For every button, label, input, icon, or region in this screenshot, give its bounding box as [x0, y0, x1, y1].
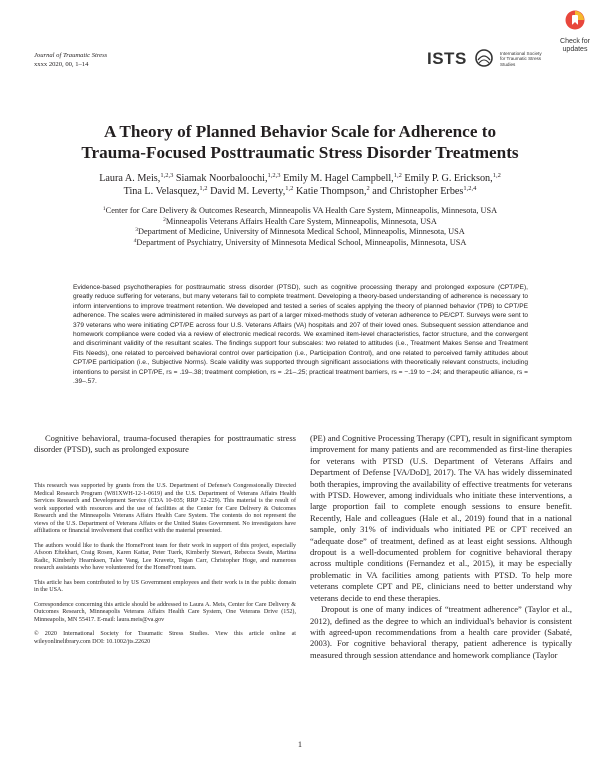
author: Katie Thompson,$^2$: [295, 185, 370, 197]
intro-paragraph: Cognitive behavioral, trauma-focused therapies for posttraumatic stress disorder (PTSD), such as prolonged exposure: [34, 433, 296, 455]
author-line-1: [0, 172, 600, 185]
affiliation: $^1$Center for Care Delivery & Outcomes Research, Minneapolis VA Health Care System, Minneapolis, Minnesota, USA: [102, 206, 498, 215]
footnote-acknowledgements: The authors would like to thank the HomeFront team for their work in support of this project, especially Afsoon Eftekhari, Craig Rosen, Karen Kattar, Peter Tuerk, Kimberly Stewart, Rebecca Swain, Martina Radic, Kimberly Hearnksen, Talee Vang, Lee Kravetz, Tegan Carr, Christopher Hoge, and numerous research assistants who have volunteered for the HomeFront team.: [34, 542, 296, 571]
affiliation: $^2$Minneapolis Veterans Affairs Health Care System, Minneapolis, Minnesota, USA: [163, 216, 437, 226]
author: Emily M. Hagel Campbell,$^{1,2}$: [283, 172, 402, 184]
footnotes: [34, 483, 296, 653]
body-right-column: [310, 433, 572, 661]
ists-logo[interactable]: [427, 46, 557, 76]
journal-header: [34, 52, 107, 69]
footnote-correspondence: Correspondence concerning this article should be addressed to Laura A. Meis, Center for Care Delivery & Outcomes Research, Minneapolis Veterans Affairs Health Care System, One Veterans Drive (152), Minneapolis, MN 55417. E-mail: laura.meis@va.gov: [34, 601, 296, 623]
footnote-public-domain: This article has been contributed to by US Government employees and their work is in the public domain in the USA.: [34, 579, 296, 593]
ists-acronym: ISTS: [427, 49, 467, 68]
author: and Christopher Erbes$^{1,2,4}$: [372, 185, 477, 197]
ists-globe-icon: [474, 48, 494, 68]
page-number: 1: [297, 740, 303, 749]
affiliation: $^3$Department of Medicine, University of Minnesota Medical School, Minneapolis, Minnesota, USA: [135, 227, 465, 236]
author: Siamak Noorbaloochi,$^{1,2,3}$: [175, 172, 281, 184]
author-line-2: [0, 185, 600, 198]
affiliation: $^4$Department of Psychiatry, University of Minnesota Medical School, Minneapolis, Minnesota, USA: [133, 237, 467, 247]
journal-name: Journal of Traumatic Stress: [34, 52, 108, 59]
affiliation-list: [0, 206, 600, 248]
check-for-updates-badge[interactable]: [553, 10, 597, 56]
author: Tina L. Velasquez,$^{1,2}$: [123, 185, 208, 197]
article-title: A Theory of Planned Behavior Scale for Adherence to Trauma-Focused Posttraumatic Stress Disorder Treatments: [81, 122, 519, 162]
ists-org-name: International Society for Traumatic Stress Studies: [500, 51, 542, 67]
footnote-copyright: © 2020 International Society for Traumatic Stress Studies. View this article online at wileyonlinelibrary.com DOI: 10.1002/jts.22620: [34, 631, 296, 645]
check-updates-label: Check for updates: [560, 38, 590, 53]
abstract: Evidence-based psychotherapies for posttraumatic stress disorder (PTSD), such as cognitive processing therapy and prolonged exposure (CPT/PE), greatly reduce suffering for veterans, but many veterans fail to complete treatment. Developing a theory-based understanding of adherence is necessary to inform interventions to improve treatment retention. We developed and tested a series of scales applying the theory of planned behavior (TPB) to CPT/PE adherence. The scales were administered in mailed surveys as part of a larger mixed-methods study of veteran adherence to PE/CPT. Surveys were sent to 379 veterans who were initiating CPT/PE across four U.S. Veterans Affairs (VA) hospitals and 207 of their loved ones. Subsequent session attendance and homework compliance were coded via a review of electronic medical records. We examined item-level characteristics, factor structure, and the convergent and discriminant validity of the resultant scales. The findings support four subscales: two related to attitudes (i.e., Treatment Makes Sense and Treatment Fits Needs), one related to perceived behavioral control over participation (i.e., Participation Control), and one related to perceived family attitudes about CPT/PE participation (i.e., Subjective Norms). Scale validity was supported through significant associations with theoretically relevant constructs, including intentions to persist in CPT/PE, rs = .19–.38; treatment completion, rs = .21–.25; practical treatment barriers, rs = −.19 to −.24; and therapeutic alliance, rs = .39–.57.: [73, 284, 528, 386]
author-list: [0, 172, 600, 198]
journal-issue: xxxx 2020, 00, 1–14: [34, 60, 89, 68]
body-paragraph: Dropout is one of many indices of “treatment adherence” (Taylor et al., 2012), defined as the degree to which an individual's behavior is consistent with agreed-upon recommendations from a health care provider (Sabaté, 2003). For cognitive behavioral therapy, patient adherence is typically measured through session attendance and homework compliance (Taylor: [310, 604, 572, 660]
check-updates-icon: [565, 10, 585, 30]
author: Laura A. Meis,$^{1,2,3}$: [99, 172, 174, 184]
body-paragraph: (PE) and Cognitive Processing Therapy (CPT), result in significant symptom improvement for many patients and are recommended as first-line therapies for veterans with PTSD (U.S. Department of Veterans Affairs and Department of Defense [VA/DoD], 2017). The VA has widely disseminated both therapies, improving the availability of effective treatments for veterans with PTSD. However, among individuals who initiate these interventions, a large proportion fail to complete enough sessions to ensure benefit. Recently, Hale and colleagues (Hale et al., 2019) found that in a national sample, only 31% of individuals who initiated PE or CPT received an “adequate dose” of treatment, defined as at least eight sessions. Although dropout is a well-documented problem for cognitive behavioral therapy across multiple conditions (Fernandez et al., 2015), it may be especially problematic in VA facilities among patients with PTSD. To help more veterans complete CPT and PE, clinicians need to better understand why veterans decide to end these therapies.: [310, 433, 572, 603]
author: Emily P. G. Erickson,$^{1,2}$: [404, 172, 501, 184]
author: David M. Leverty,$^{1,2}$: [210, 185, 294, 197]
footnote-funding: This research was supported by grants from the U.S. Department of Defense's Congressionally Directed Medical Research Program (W81XWH-12-1-0619) and the U.S. Department of Veterans Affairs Health Services Research and Development Service (CDA 10-035; RRP 12-229). This material is the result of work supported with resources and the use of facilities at the Center for Care Delivery & Outcomes Research and the Minneapolis Veterans Affairs Health Care System. The contents do not represent the views of the U.S. Department of Veterans Affairs or the United States Government. No investigators have affiliations or financial involvement that conflict with the material presented.: [34, 483, 296, 534]
